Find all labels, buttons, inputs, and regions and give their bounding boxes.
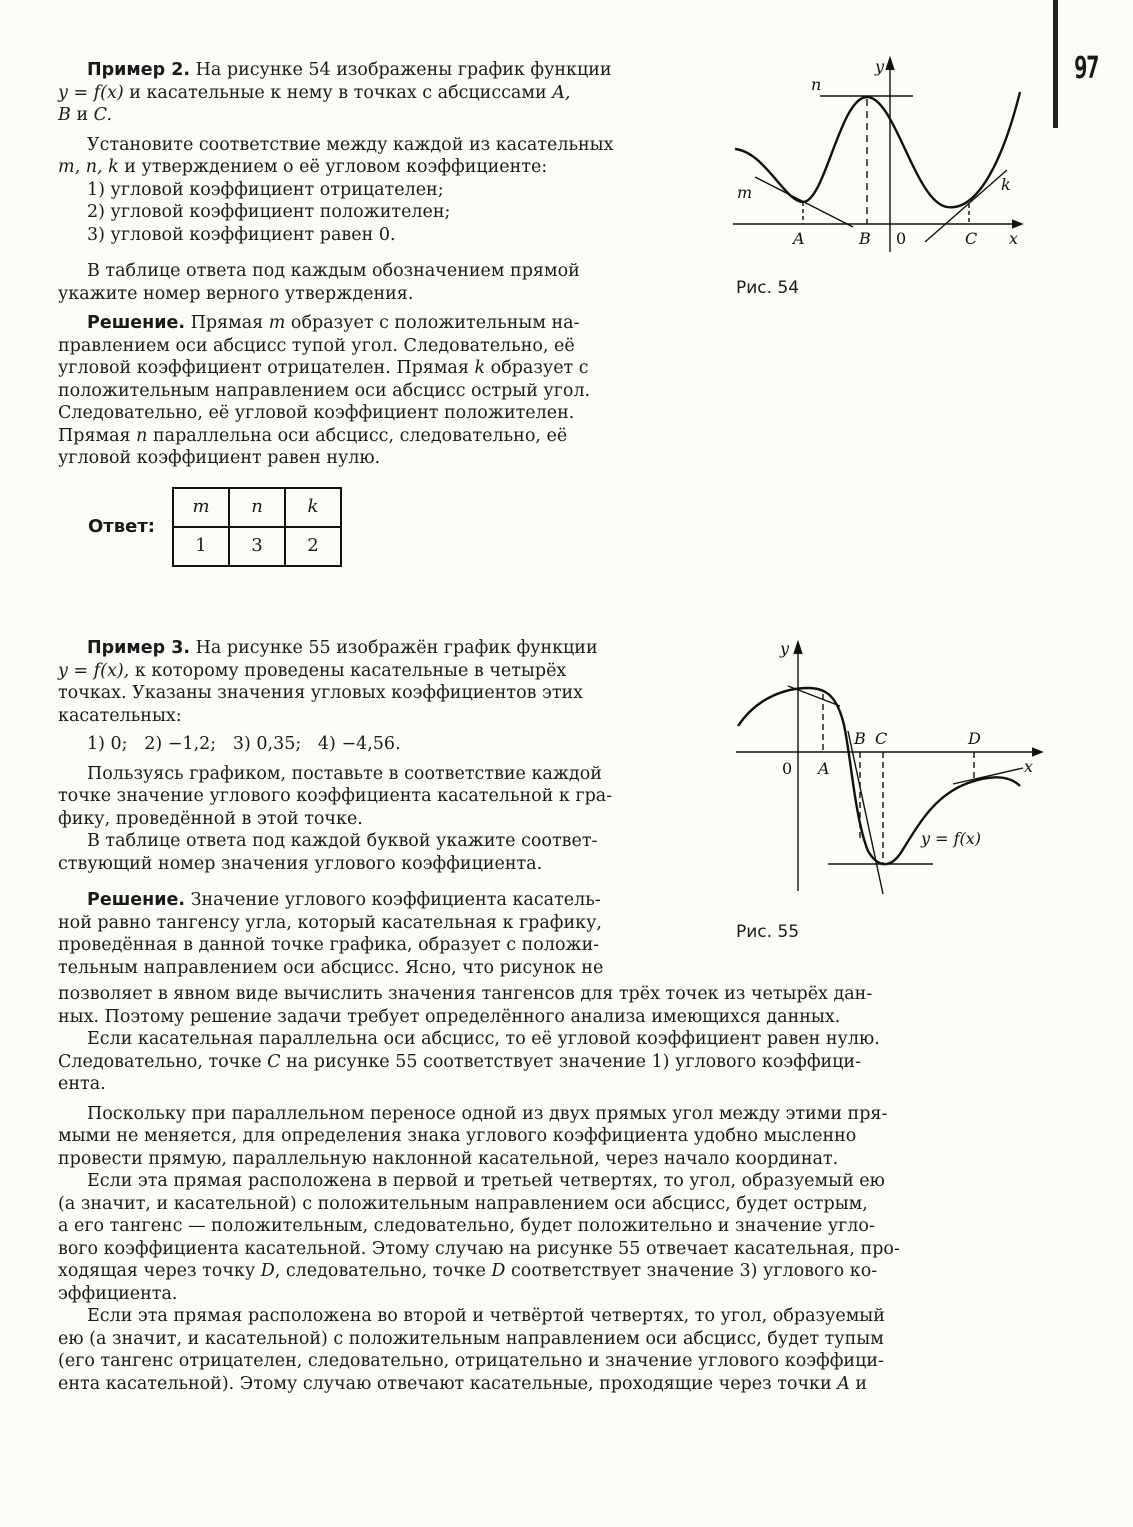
tangent-b <box>848 731 883 894</box>
option-item: 2) угловой коэффициент положителен; <box>87 202 451 222</box>
function-curve <box>735 92 1020 207</box>
example2-solution: Решение. Прямая m образует с положительным на- <box>87 313 580 333</box>
figure-55 <box>728 636 1048 906</box>
table-row <box>173 527 341 566</box>
answer-label: Ответ: <box>88 516 155 537</box>
example3-values: 1) 0; 2) −1,2; 3) 0,35; 4) −4,56. <box>87 734 401 754</box>
x-axis-arrow <box>1032 748 1042 756</box>
label-A: A <box>793 229 805 248</box>
example2-intro: Пример 2. На рисунке 54 изображены график функции <box>87 60 612 80</box>
example2-task: Установите соответствие между каждой из касательных <box>87 134 614 155</box>
answer-value-cell: 1 <box>173 527 229 566</box>
example3-text: Пример 3. На рисунке 55 изображён график функции y = f(x), к которому проведены касательные в четырёх точках. Указаны значения угловых коэффициентов этих касательных: 1) 0; 2) −1,2; 3) 0,35; 4) −4,56. Пользуясь графиком, поставьте в соответствие каждой точке значение углового коэффициента касательной к гра- фику, проведённой в этой точке. В таблице ответа под каждой буквой укажите соответ- ствующий номер значения углового коэффициента. Решение. Значение углового коэффициента касатель- ной равно тангенсу угла, который касательная к графику, проведённая в данной точке графика, образует с положи- тельным направлением оси абсцисс. Ясно, что рисунок не <box>58 637 706 979</box>
label-y: y <box>875 57 885 76</box>
label-B: B <box>859 229 871 248</box>
paragraph: Если эта прямая расположена в первой и третьей четвертях, то угол, образуемый ею <box>87 1171 885 1191</box>
solution-label: Решение. <box>87 890 186 910</box>
answer-table <box>172 487 342 567</box>
answer-header-cell: n <box>229 488 285 527</box>
paragraph: Поскольку при параллельном переносе одной из двух прямых угол между этими пря- <box>87 1103 888 1124</box>
function-label: y = f(x) <box>921 829 982 848</box>
page-number: 97 <box>1074 51 1099 86</box>
solution-label: Решение. <box>87 313 186 333</box>
table-row <box>173 488 341 527</box>
option-item: 1) угловой коэффициент отрицателен; <box>87 179 444 200</box>
label-n: n <box>811 75 822 94</box>
example3-solution: Решение. Значение углового коэффициента касатель- <box>87 890 601 910</box>
figure-55-caption: Рис. 55 <box>736 922 800 942</box>
x-axis-arrow <box>1012 220 1022 228</box>
example2-text: Пример 2. На рисунке 54 изображены график функции y = f(x) и касательные к нему в точках с абсциссами A, B и C. Установите соответствие между каждой из касательных m, n, k и утверждением о её угловом коэффициенте: 1) угловой коэффициент отрицателен; 2) угловой коэффициент положителен; 3) угловой коэффициент равен 0. В таблице ответа под каждым обозначением прямой укажите номер верного утверждения. Решение. Прямая m образует с положительным на- правлением оси абсцисс тупой угол. Следовательно, её угловой коэффициент отрицателен. Прямая k образует с положительным направлением оси абсцисс острый угол. Следовательно, её угловой коэффициент положителен. Прямая n параллельна оси абсцисс, следовательно, её угловой коэффициент равен нулю. <box>58 59 706 470</box>
example2-options <box>58 179 706 247</box>
example3-label: Пример 3. <box>87 638 191 658</box>
label-m: m <box>737 183 753 202</box>
paragraph: Если касательная параллельна оси абсцисс, то её угловой коэффициент равен нулю. <box>87 1029 880 1049</box>
y-axis-arrow <box>886 58 894 70</box>
label-x: x <box>1024 757 1034 776</box>
figure-54-caption: Рис. 54 <box>736 278 800 298</box>
tangent-m <box>755 177 853 227</box>
example2-label: Пример 2. <box>87 60 191 80</box>
answer-value-cell: 2 <box>285 527 341 566</box>
label-C: C <box>965 229 978 248</box>
label-origin: 0 <box>896 229 907 248</box>
label-y: y <box>780 639 790 658</box>
label-x: x <box>1009 229 1019 248</box>
answer-header-cell: k <box>285 488 341 527</box>
label-origin: 0 <box>782 759 793 778</box>
example3-task: Пользуясь графиком, поставьте в соответствие каждой <box>87 763 602 784</box>
figure-54 <box>725 52 1035 262</box>
example2-instruction: В таблице ответа под каждым обозначением прямой <box>87 261 580 281</box>
label-B: B <box>854 729 866 748</box>
example3-text-wide: позволяет в явном виде вычислить значения тангенсов для трёх точек из четырёх дан- ных. Поэтому решение задачи требует определённого анализа имеющихся данных. Если касательная параллельна оси абсцисс, то её угловой коэффициент равен нулю. Следовательно, точке C на рисунке 55 соответствует значение 1) углового коэффици- ента. Поскольку при параллельном переносе одной из двух прямых угол между этими пря- мыми не меняется, для определения знака углового коэффициента удобно мысленно провести прямую, параллельную наклонной касательной, через начало координат. Если эта прямая расположена в первой и третьей четвертях, то угол, образуемый ею (а значит, и касательной) с положительным направлением оси абсцисс, будет острым, а его тангенс — положительным, следовательно, будет положительно и значение угло- вого коэффициента касательной. Этому случаю на рисунке 55 отвечает касательная, про- ходящая через точку D, следовательно, точке D соответствует значение 3) углового ко- эффициента. Если эта прямая расположена во второй и четвёртой четвертях, то угол, образуемый ею (а значит, и касательной) с положительным направлением оси абсцисс, будет тупым (его тангенс отрицателен, следовательно, отрицательно и значение углового коэффици- ента касательной). Этому случаю отвечают касательные, проходящие через точки A и <box>58 983 1043 1395</box>
example3-intro: Пример 3. На рисунке 55 изображён график функции <box>87 638 598 658</box>
label-D: D <box>968 729 981 748</box>
label-A: A <box>818 759 830 778</box>
page-edge-bar <box>1053 0 1058 128</box>
y-axis-arrow <box>794 642 802 654</box>
answer-header-cell: m <box>173 488 229 527</box>
label-C: C <box>875 729 888 748</box>
paragraph: Если эта прямая расположена во второй и четвёртой четвертях, то угол, образуемый <box>87 1306 885 1326</box>
label-k: k <box>1001 175 1011 194</box>
answer-value-cell: 3 <box>229 527 285 566</box>
option-item: 3) угловой коэффициент равен 0. <box>87 224 396 245</box>
